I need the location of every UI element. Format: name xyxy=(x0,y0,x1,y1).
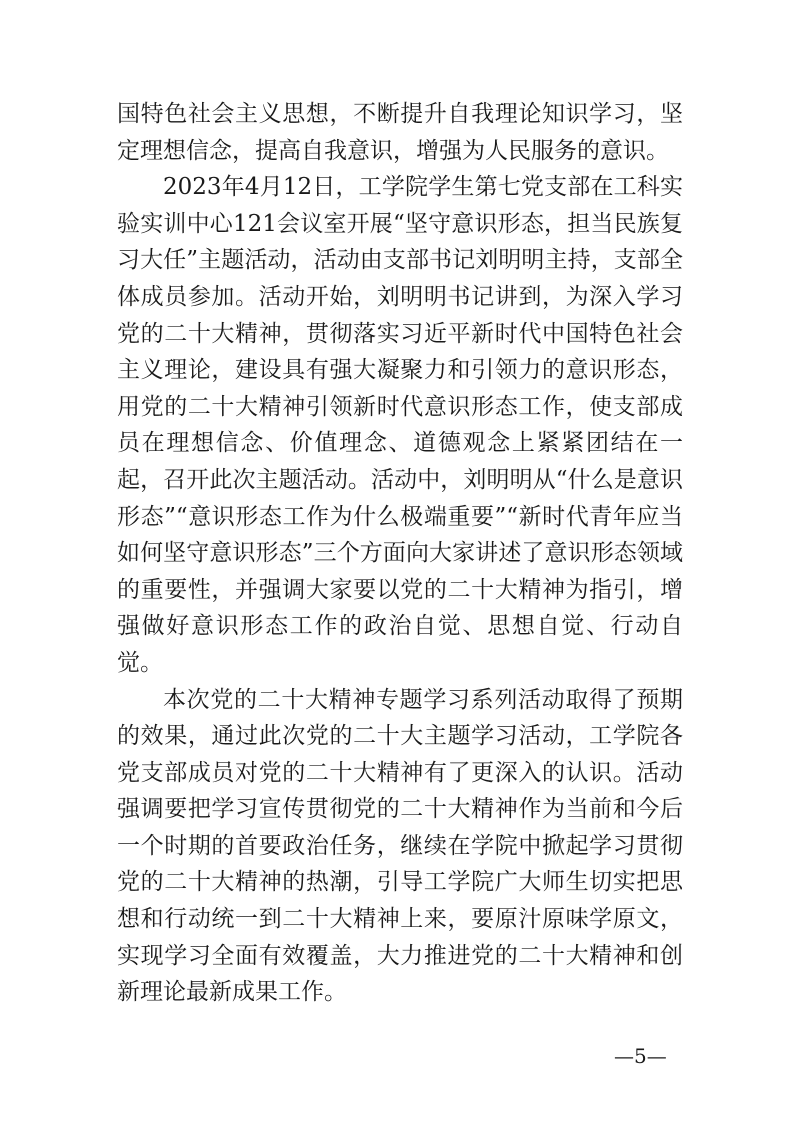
page-number: —5— xyxy=(614,1044,667,1068)
paragraph-summary: 本次党的二十大精神专题学习系列活动取得了预期的效果，通过此次党的二十大主题学习活动，工学院各党支部成员对党的二十大精神有了更深入的认识。活动强调要把学习宣传贯彻党的二十大精神作为当前和今后一个时期的首要政治任务，继续在学院中掀起学习贯彻党的二十大精神的热潮，引导工学院广大师生切实把思想和行动统一到二十大精神上来，要原汁原味学原文，实现学习全面有效覆盖，大力推进党的二十大精神和创新理论最新成果工作。 xyxy=(117,686,683,1006)
paragraph-activity-report: 2023年4月12日，工学院学生第七党支部在工科实验实训中心121会议室开展“坚守意识形态，担当民族复习大任”主题活动，活动由支部书记刘明明主持，支部全体成员参加。活动开始，刘明明书记讲到，为深入学习党的二十大精神，贯彻落实习近平新时代中国特色社会主义理论，建设具有强大凝聚力和引领力的意识形态，用党的二十大精神引领新时代意识形态工作，使支部成员在理想信念、价值理念、道德观念上紧紧团结在一起，召开此次主题活动。活动中，刘明明从“什么是意识形态”“意识形态工作为什么极端重要”“新时代青年应当如何坚守意识形态”三个方面向大家讲述了意识形态领域的重要性，并强调大家要以党的二十大精神为指引，增强做好意识形态工作的政治自觉、思想自觉、行动自觉。 xyxy=(117,174,683,676)
body-text xyxy=(117,96,683,1011)
paragraph-continuation: 国特色社会主义思想，不断提升自我理论知识学习，坚定理想信念，提高自我意识，增强为人民服务的意识。 xyxy=(117,101,683,164)
